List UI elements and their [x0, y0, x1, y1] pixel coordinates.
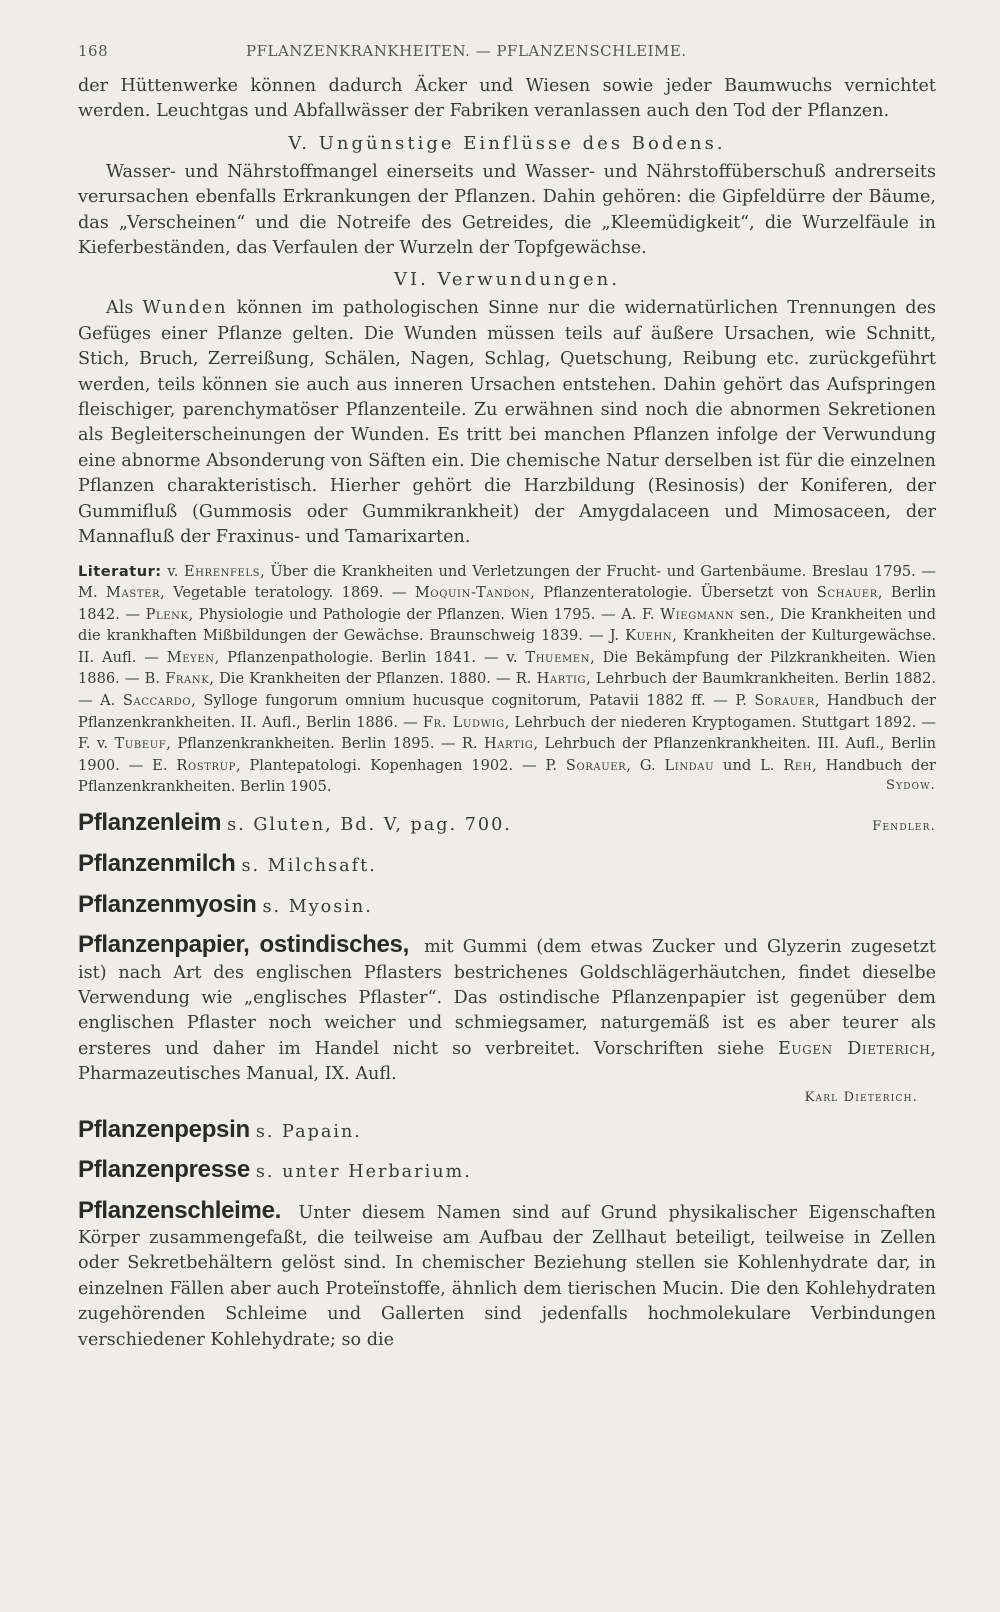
entry-pflanzenpepsin	[78, 1117, 936, 1145]
pflanzenpapier-ref-rest: , Pharmazeutisches Manual, IX. Aufl.	[78, 1038, 936, 1085]
lemma-pflanzenmilch: Pflanzenmilch	[78, 850, 236, 878]
pflanzenleim-author: Fendler.	[872, 819, 936, 835]
literature-text: , Pflanzenkrankheiten. Berlin 1895. — R.	[166, 735, 484, 753]
literature-text: sen., Die Krankheiten und die krankhaften Mißbildungen der Gewächse. Braunschweig 1839. — J.	[78, 605, 936, 645]
literature-author-name: Tubeuf	[114, 735, 167, 753]
literature-text: , Berlin 1842. —	[78, 584, 936, 623]
lemma-pflanzenmyosin: Pflanzenmyosin	[78, 890, 257, 918]
intro-paragraph: der Hüttenwerke können dadurch Äcker und Wiesen sowie jeder Baumwuchs vernichtet werden. Leuchtgas und Abfallwässer der Fabriken veranlassen auch den Tod der Pflanzen.	[78, 76, 936, 122]
literature-text: , Krankheiten der Kulturgewächse. II. Aufl. —	[78, 627, 936, 666]
literature-text: , Sylloge fungorum omnium hucusque cognitorum, Patavii 1882 ff. — P.	[191, 692, 755, 710]
running-title: PFLANZENKRANKHEITEN. — PFLANZENSCHLEIME.	[246, 42, 687, 60]
pflanzenleim-text: s. Gluten, Bd. V, pag. 700.	[227, 815, 512, 836]
page-number: 168	[78, 42, 109, 60]
section-vi-body: können im pathologischen Sinne nur die widernatürlichen Trennungen des Gefüges einer Pflanze gelten. Die Wunden müssen teils auf äußere Ursachen, wie Schnitt, Stich, Bruch, Zerreißung, Schälen, Nagen, Schlag, Quetschung, Reibung etc. zurückgeführt werden, teils können sie auch aus inneren Ursachen entstehen. Dahin gehört das Aufspringen fleischiger, parenchymatöser Pflanzenteile. Zu erwähnen sind noch die abnormen Sekretionen als Begleiterscheinungen der Wunden. Es tritt bei manchen Pflanzen infolge der Verwundung eine abnorme Absonderung von Säften ein. Die chemische Natur derselben ist für die einzelnen Pflanzen charakteristisch. Hierher gehört die Harzbildung (Resinosis) der Koniferen, der Gummifluß (Gummosis oder Gummikrankheit) der Amygdalaceen und Mimosaceen, der Mannafluß der Fraxinus- und Tamarixarten.	[78, 298, 937, 548]
literature-text: , Pflanzenteratologie. Übersetzt von	[530, 584, 817, 602]
literature-author-name: Saccardo	[122, 692, 192, 710]
literature-text: , Lehrbuch der Pflanzenkrankheiten. III. Aufl., Berlin 1900. — E.	[78, 735, 937, 774]
section-vi-lead: Als	[106, 298, 134, 319]
literature-author-name: Ehrenfels	[184, 562, 261, 580]
literature-text: , Physiologie und Pathologie der Pflanzen. Wien 1795. — A. F.	[188, 605, 661, 623]
literature-text: , Plantepatologi. Kopenhagen 1902. — P.	[235, 756, 566, 774]
section-v-text: Wasser- und Nährstoffmangel einerseits und Wasser- und Nährstoffüberschuß andrerseits verursachen ebenfalls Erkrankungen der Pflanzen. Dahin gehören: die Gipfeldürre der Bäume, das „Verscheinen“ und die Notreife des Getreides, die „Kleemüdigkeit“, die Wurzelfäule in Kieferbeständen, das Verfaulen der Wurzeln der Topfgewächse.	[78, 161, 936, 259]
lemma-pflanzenleim: Pflanzenleim	[78, 809, 222, 837]
pflanzenpresse-text: s. unter Herbarium.	[255, 1162, 472, 1183]
literature-author-name: Hartig	[536, 670, 587, 688]
pflanzenpapier-ref-name: Eugen Dieterich	[777, 1038, 931, 1059]
literature-author-name: Sorauer	[754, 692, 815, 710]
section-vi-lead-spaced: Wunden	[142, 298, 228, 319]
literature-author-name: Wiegmann	[660, 605, 735, 623]
lemma-pflanzenpepsin: Pflanzenpepsin	[78, 1115, 250, 1143]
literature-author-name: Reh	[783, 756, 813, 774]
pflanzenmilch-text: s. Milchsaft.	[241, 856, 377, 877]
entry-pflanzenleim	[78, 810, 936, 839]
literature-author-name: Frank	[165, 670, 210, 688]
literature-text: , Die Bekämpfung der Pilzkrankheiten. Wien 1886. — B.	[78, 648, 936, 688]
literature-references	[78, 563, 936, 796]
entry-pflanzenmyosin	[78, 892, 936, 920]
literature-label: Literatur:	[78, 562, 162, 580]
literature-author-name: Lindau	[664, 756, 715, 774]
literature-author-name: Sorauer	[565, 756, 627, 774]
entry-pflanzenpresse	[78, 1157, 936, 1185]
entry-pflanzenschleime	[78, 1198, 936, 1353]
literature-author-name: Schauer	[816, 584, 878, 602]
lemma-pflanzenpapier: Pflanzenpapier, ostindisches,	[78, 931, 409, 959]
section-v-heading: V. Ungünstige Einflüsse des Bodens.	[288, 132, 726, 154]
literature-author-name: Thuemen	[525, 648, 591, 666]
literature-author-name: Master	[106, 584, 161, 602]
literature-text: , Pflanzenpathologie. Berlin 1841. — v.	[214, 648, 526, 666]
lemma-pflanzenpresse: Pflanzenpresse	[78, 1156, 250, 1184]
section-vi-text	[78, 296, 936, 550]
literature-text: , Handbuch der Pflanzenkrankheiten. II. Aufl., Berlin 1886. —	[78, 692, 936, 731]
pflanzenpapier-text: mit Gummi (dem etwas Zucker und Glyzerin zugesetzt ist) nach Art des englischen Pflasters bestrichenes Goldschlägerhäutchen, findet dieselbe Verwendung wie „englisches Pflaster“. Das ostindische Pflanzenpapier ist gegenüber dem englischen Pflaster noch weicher und schmiegsamer, naturgemäß ist es aber teurer als ersteres und daher im Handel nicht so verbreitet. Vorschriften siehe	[78, 937, 936, 1059]
literature-text: , G.	[626, 756, 665, 774]
literature-author-name: Moquin-Tandon	[414, 584, 531, 602]
pflanzenschleime-text: Unter diesem Namen sind auf Grund physikalischer Eigenschaften Körper zusammengefaßt, die teilweise am Aufbau der Zellhaut beteiligt, teilweise in Zellen oder Sekretbehältern gelöst sind. In chemischer Beziehung stellen sie Kohlenhydrate dar, in einzelnen Fällen aber auch Proteïnstoffe, ähnlich dem tierischen Mucin. Die den Kohlehydraten zugehörenden Schleime und Gallerten sind jedenfalls hochmolekulare Verbindungen verschiedener Kohlehydrate; so die	[78, 1202, 936, 1350]
literature-text: , Lehrbuch der niederen Kryptogamen. Stuttgart 1892. — F. v.	[78, 713, 936, 753]
literature-text: , Handbuch der Pflanzenkrankheiten. Berlin 1905.	[78, 756, 936, 796]
pflanzenmyosin-text: s. Myosin.	[262, 896, 373, 917]
literature-text: v.	[167, 562, 184, 580]
literature-author-name: Hartig	[483, 735, 534, 753]
literature-text: , Lehrbuch der Baumkrankheiten. Berlin 1882. — A.	[78, 670, 937, 710]
running-header	[78, 42, 936, 60]
pflanzenpapier-author: Karl Dieterich.	[804, 1089, 918, 1105]
literature-text: , Über die Krankheiten und Verletzungen der Frucht- und Gartenbäume. Breslau 1795. — M.	[78, 562, 937, 602]
literature-author-name: Plenk	[145, 605, 189, 623]
literature-author-name: Meyen	[166, 648, 215, 666]
entry-pflanzenpapier	[78, 932, 936, 1087]
section-vi-heading: VI. Verwundungen.	[394, 269, 620, 291]
literature-block	[78, 561, 936, 799]
pflanzenpepsin-text: s. Papain.	[255, 1121, 362, 1142]
literature-text: , Vegetable teratology. 1869. —	[160, 584, 415, 602]
entry-pflanzenmilch	[78, 851, 936, 879]
literature-text: und L.	[714, 756, 784, 774]
literature-author-name: Fr. Ludwig	[422, 713, 505, 731]
literature-author-name: Rostrup	[176, 756, 236, 774]
literature-author: Sydow.	[885, 778, 936, 794]
lemma-pflanzenschleime: Pflanzenschleime.	[78, 1196, 281, 1224]
literature-text: , Die Krankheiten der Pflanzen. 1880. — R.	[209, 670, 537, 688]
literature-author-name: Kuehn	[625, 627, 673, 645]
